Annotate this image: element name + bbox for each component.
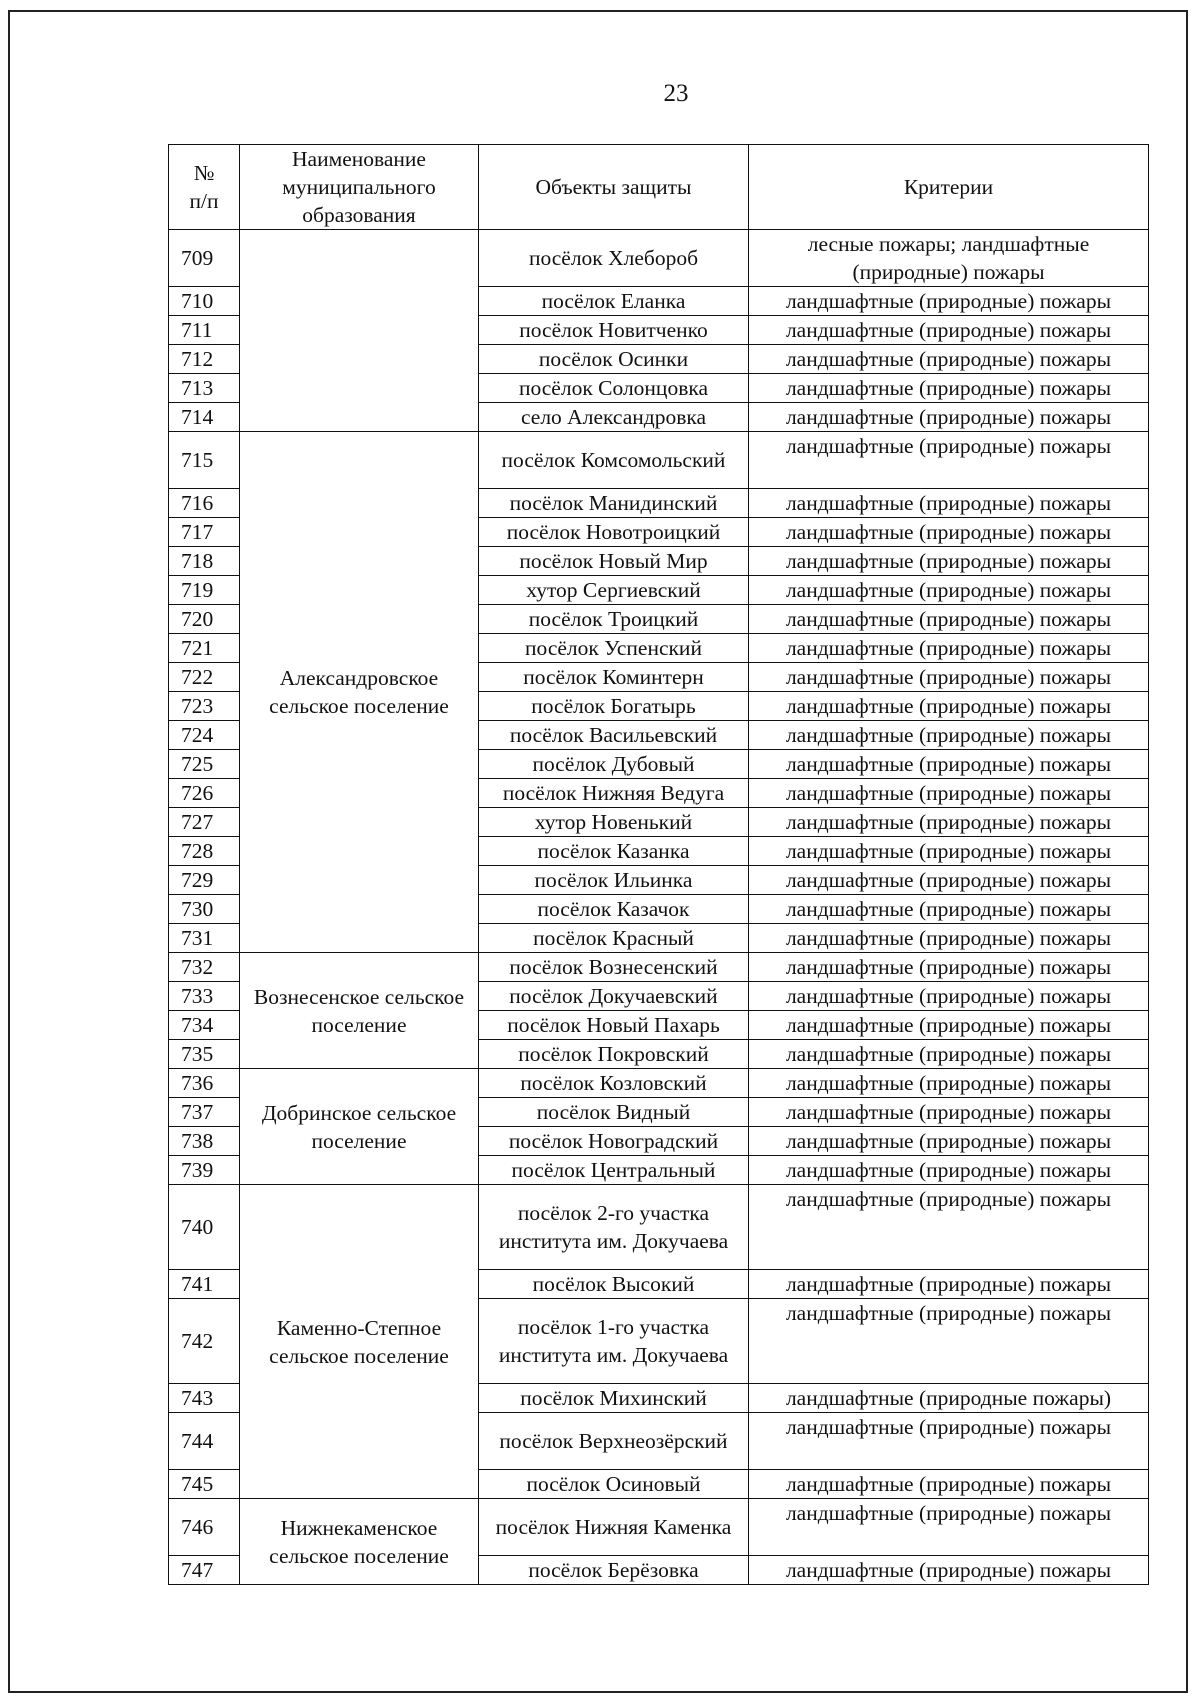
row-number: 747 xyxy=(169,1556,240,1585)
row-number: 722 xyxy=(169,663,240,692)
criteria-cell: ландшафтные (природные) пожары xyxy=(749,692,1149,721)
row-number: 716 xyxy=(169,489,240,518)
criteria-cell: ландшафтные (природные) пожары xyxy=(749,489,1149,518)
table-row xyxy=(169,953,1149,982)
row-number: 713 xyxy=(169,374,240,403)
protection-object: посёлок Новый Пахарь xyxy=(479,1011,749,1040)
protection-object: посёлок Докучаевский xyxy=(479,982,749,1011)
row-number: 715 xyxy=(169,432,240,489)
header-number: № п/п xyxy=(169,145,240,230)
criteria-cell: ландшафтные (природные) пожары xyxy=(749,895,1149,924)
criteria-cell: ландшафтные (природные) пожары xyxy=(749,750,1149,779)
table-row xyxy=(169,432,1149,489)
row-number: 733 xyxy=(169,982,240,1011)
table-row xyxy=(169,230,1149,287)
criteria-cell: ландшафтные (природные) пожары xyxy=(749,1127,1149,1156)
protection-object: посёлок Новитченко xyxy=(479,316,749,345)
protection-object: хутор Новенький xyxy=(479,808,749,837)
criteria-cell: ландшафтные (природные) пожары xyxy=(749,808,1149,837)
row-number: 714 xyxy=(169,403,240,432)
table-body xyxy=(169,230,1149,1585)
municipality-name: Добринское сельское поселение xyxy=(240,1069,479,1185)
municipality-name: Каменно-Степное сельское поселение xyxy=(240,1185,479,1499)
criteria-cell: ландшафтные (природные) пожары xyxy=(749,866,1149,895)
protection-object: посёлок Еланка xyxy=(479,287,749,316)
criteria-cell: ландшафтные (природные) пожары xyxy=(749,837,1149,866)
row-number: 723 xyxy=(169,692,240,721)
header-criteria: Критерии xyxy=(749,145,1149,230)
criteria-cell: ландшафтные (природные) пожары xyxy=(749,1556,1149,1585)
criteria-cell: ландшафтные (природные) пожары xyxy=(749,345,1149,374)
protection-object: посёлок Ильинка xyxy=(479,866,749,895)
protection-object: посёлок Покровский xyxy=(479,1040,749,1069)
criteria-cell: ландшафтные (природные) пожары xyxy=(749,547,1149,576)
criteria-cell: ландшафтные (природные) пожары xyxy=(749,1299,1149,1384)
row-number: 717 xyxy=(169,518,240,547)
row-number: 726 xyxy=(169,779,240,808)
row-number: 745 xyxy=(169,1470,240,1499)
protection-object: посёлок Осиновый xyxy=(479,1470,749,1499)
protection-object: посёлок Михинский xyxy=(479,1384,749,1413)
criteria-cell: ландшафтные (природные пожары) xyxy=(749,1384,1149,1413)
protection-object: посёлок Хлебороб xyxy=(479,230,749,287)
row-number: 730 xyxy=(169,895,240,924)
row-number: 735 xyxy=(169,1040,240,1069)
row-number: 734 xyxy=(169,1011,240,1040)
header-municipality: Наименование муниципального образования xyxy=(240,145,479,230)
row-number: 731 xyxy=(169,924,240,953)
municipality-name: Вознесенское сельское поселение xyxy=(240,953,479,1069)
row-number: 720 xyxy=(169,605,240,634)
row-number: 712 xyxy=(169,345,240,374)
protection-object: посёлок Богатырь xyxy=(479,692,749,721)
protection-object: посёлок 2-го участка института им. Докучаева xyxy=(479,1185,749,1270)
table-row xyxy=(169,1069,1149,1098)
row-number: 709 xyxy=(169,230,240,287)
protection-object: посёлок Казачок xyxy=(479,895,749,924)
protection-object: посёлок Центральный xyxy=(479,1156,749,1185)
row-number: 718 xyxy=(169,547,240,576)
protection-object: посёлок Солонцовка xyxy=(479,374,749,403)
criteria-cell: ландшафтные (природные) пожары xyxy=(749,1069,1149,1098)
row-number: 744 xyxy=(169,1413,240,1470)
criteria-cell: ландшафтные (природные) пожары xyxy=(749,924,1149,953)
protection-object: посёлок Видный xyxy=(479,1098,749,1127)
criteria-cell: ландшафтные (природные) пожары xyxy=(749,634,1149,663)
criteria-cell: ландшафтные (природные) пожары xyxy=(749,287,1149,316)
row-number: 746 xyxy=(169,1499,240,1556)
row-number: 736 xyxy=(169,1069,240,1098)
criteria-cell: ландшафтные (природные) пожары xyxy=(749,1011,1149,1040)
criteria-cell: лесные пожары; ландшафтные (природные) пожары xyxy=(749,230,1149,287)
protection-object: посёлок Новотроицкий xyxy=(479,518,749,547)
criteria-cell: ландшафтные (природные) пожары xyxy=(749,1270,1149,1299)
criteria-cell: ландшафтные (природные) пожары xyxy=(749,576,1149,605)
protection-object: посёлок Нижняя Каменка xyxy=(479,1499,749,1556)
criteria-cell: ландшафтные (природные) пожары xyxy=(749,982,1149,1011)
protection-object: посёлок Нижняя Ведуга xyxy=(479,779,749,808)
protection-object: посёлок Козловский xyxy=(479,1069,749,1098)
protection-object: посёлок Васильевский xyxy=(479,721,749,750)
protection-object: посёлок Осинки xyxy=(479,345,749,374)
criteria-cell: ландшафтные (природные) пожары xyxy=(749,721,1149,750)
protection-object: посёлок Казанка xyxy=(479,837,749,866)
page-number: 23 xyxy=(663,80,689,107)
protection-object: посёлок Успенский xyxy=(479,634,749,663)
criteria-cell: ландшафтные (природные) пожары xyxy=(749,605,1149,634)
row-number: 737 xyxy=(169,1098,240,1127)
header-objects: Объекты защиты xyxy=(479,145,749,230)
row-number: 724 xyxy=(169,721,240,750)
protection-object: посёлок Манидинский xyxy=(479,489,749,518)
protection-object: посёлок Верхнеозёрский xyxy=(479,1413,749,1470)
protection-object: посёлок Берёзовка xyxy=(479,1556,749,1585)
row-number: 741 xyxy=(169,1270,240,1299)
row-number: 742 xyxy=(169,1299,240,1384)
municipality-name xyxy=(240,230,479,432)
criteria-cell: ландшафтные (природные) пожары xyxy=(749,1040,1149,1069)
criteria-cell: ландшафтные (природные) пожары xyxy=(749,374,1149,403)
protection-object: посёлок 1-го участка института им. Докучаева xyxy=(479,1299,749,1384)
protection-objects-table xyxy=(168,144,1149,1585)
row-number: 727 xyxy=(169,808,240,837)
criteria-cell: ландшафтные (природные) пожары xyxy=(749,432,1149,489)
row-number: 739 xyxy=(169,1156,240,1185)
row-number: 740 xyxy=(169,1185,240,1270)
row-number: 721 xyxy=(169,634,240,663)
protection-object: посёлок Коминтерн xyxy=(479,663,749,692)
row-number: 728 xyxy=(169,837,240,866)
criteria-cell: ландшафтные (природные) пожары xyxy=(749,1499,1149,1556)
table-row xyxy=(169,1185,1149,1270)
protection-object: посёлок Новоградский xyxy=(479,1127,749,1156)
protection-object: посёлок Комсомольский xyxy=(479,432,749,489)
protection-object: посёлок Новый Мир xyxy=(479,547,749,576)
protection-object: посёлок Вознесенский xyxy=(479,953,749,982)
protection-object: посёлок Высокий xyxy=(479,1270,749,1299)
criteria-cell: ландшафтные (природные) пожары xyxy=(749,518,1149,547)
row-number: 710 xyxy=(169,287,240,316)
protection-object: посёлок Красный xyxy=(479,924,749,953)
municipality-name: Александровское сельское поселение xyxy=(240,432,479,953)
criteria-cell: ландшафтные (природные) пожары xyxy=(749,1413,1149,1470)
row-number: 729 xyxy=(169,866,240,895)
criteria-cell: ландшафтные (природные) пожары xyxy=(749,1185,1149,1270)
criteria-cell: ландшафтные (природные) пожары xyxy=(749,663,1149,692)
row-number: 725 xyxy=(169,750,240,779)
row-number: 711 xyxy=(169,316,240,345)
municipality-name: Нижнекаменское сельское поселение xyxy=(240,1499,479,1585)
criteria-cell: ландшафтные (природные) пожары xyxy=(749,1156,1149,1185)
criteria-cell: ландшафтные (природные) пожары xyxy=(749,1098,1149,1127)
criteria-cell: ландшафтные (природные) пожары xyxy=(749,953,1149,982)
protection-object: хутор Сергиевский xyxy=(479,576,749,605)
criteria-cell: ландшафтные (природные) пожары xyxy=(749,779,1149,808)
criteria-cell: ландшафтные (природные) пожары xyxy=(749,1470,1149,1499)
criteria-cell: ландшафтные (природные) пожары xyxy=(749,403,1149,432)
table-row xyxy=(169,1499,1149,1556)
row-number: 743 xyxy=(169,1384,240,1413)
table-header-row xyxy=(169,145,1149,230)
protection-object: село Александровка xyxy=(479,403,749,432)
protection-object: посёлок Троицкий xyxy=(479,605,749,634)
protection-object: посёлок Дубовый xyxy=(479,750,749,779)
row-number: 719 xyxy=(169,576,240,605)
row-number: 738 xyxy=(169,1127,240,1156)
criteria-cell: ландшафтные (природные) пожары xyxy=(749,316,1149,345)
row-number: 732 xyxy=(169,953,240,982)
